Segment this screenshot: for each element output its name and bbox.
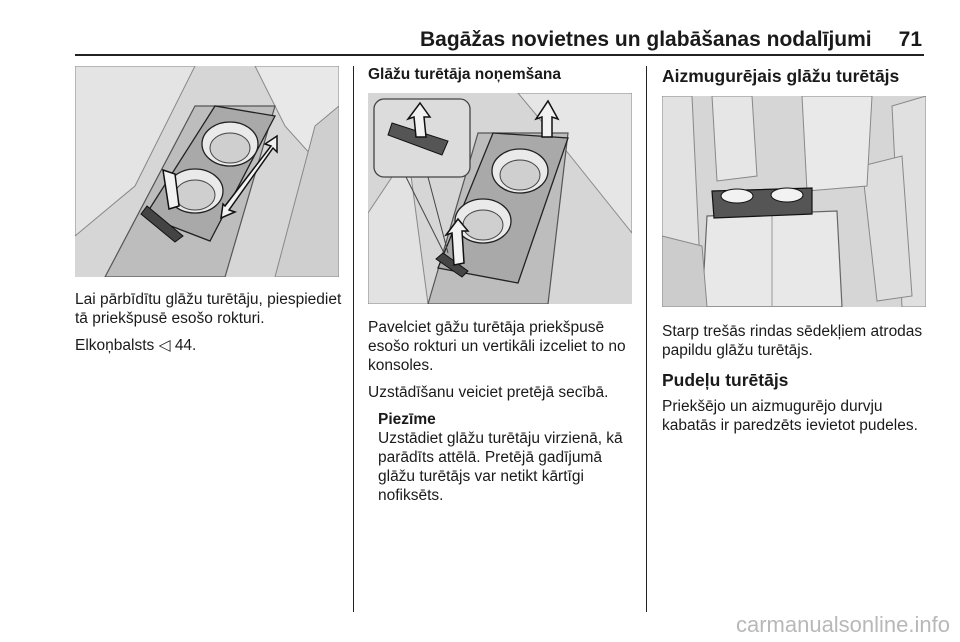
slide-instruction: Lai pārbīdītu glāžu turētāju, piespiediet tā priekšpusē esošo rokturi. bbox=[75, 291, 342, 327]
reference-label: Elkoņbalsts bbox=[75, 337, 155, 354]
bottle-holder-text bbox=[662, 397, 932, 443]
middle-text bbox=[368, 318, 638, 505]
install-instruction: Uzstādīšanu veiciet pretējā secībā. bbox=[368, 384, 609, 401]
removal-instruction: Pavelciet gāžu turētāja priekšpusē esošo rokturi un vertikāli izceliet to no konsoles. bbox=[368, 319, 626, 374]
page-title: Bagāžas novietnes un glabāšanas nodalījumi bbox=[420, 28, 872, 51]
rear-cupholder-figure bbox=[662, 96, 926, 307]
left-text bbox=[75, 290, 345, 363]
rear-cupholder-heading: Aizmugurējais glāžu turētājs bbox=[662, 66, 900, 86]
bottle-holder-paragraph: Priekšējo un aizmugurējo durvju kabatās ir paredzēts ievietot pudeles. bbox=[662, 398, 918, 434]
bottle-holder-heading: Pudeļu turētājs bbox=[662, 370, 789, 390]
reference-page: 44. bbox=[174, 337, 197, 354]
header-divider bbox=[75, 54, 924, 56]
note-title: Piezīme bbox=[378, 411, 436, 428]
cupholder-removal-figure bbox=[368, 93, 632, 304]
rear-cupholder-paragraph: Starp trešās rindas sēdekļiem atrodas papildu glāžu turētājs. bbox=[662, 323, 923, 359]
note-text: Uzstādiet glāžu turētāju virzienā, kā parādīts attēlā. Pretējā gadījumā glāžu turētājs var netikt kārtīgi nofiksēts. bbox=[378, 430, 623, 504]
removal-subheading: Glāžu turētāja noņemšana bbox=[368, 66, 561, 83]
watermark: carmanualsonline.info bbox=[735, 612, 950, 637]
note-block bbox=[378, 410, 638, 505]
reference-arrow-icon: ◁ bbox=[158, 337, 171, 354]
armrest-reference bbox=[75, 336, 345, 355]
column-divider-right bbox=[646, 66, 647, 612]
cupholder-slide-figure bbox=[75, 66, 339, 277]
rear-cupholder-text bbox=[662, 322, 932, 368]
page-number: 71 bbox=[898, 28, 922, 51]
column-divider-left bbox=[353, 66, 354, 612]
